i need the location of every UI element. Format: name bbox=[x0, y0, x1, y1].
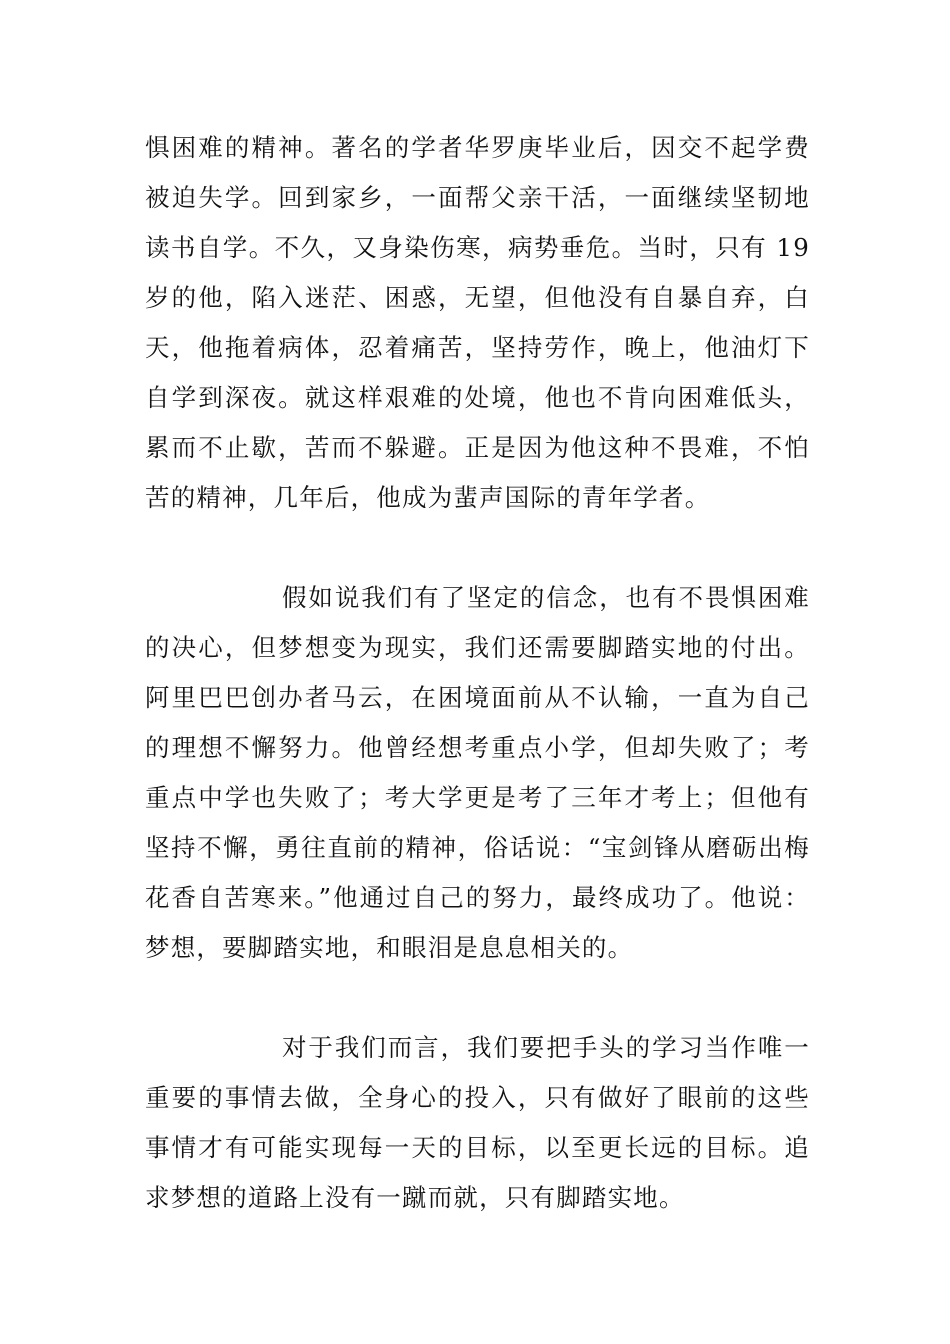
paragraph-hua-luogeng: 惧困难的精神。著名的学者华罗庚毕业后，因交不起学费被迫失学。回到家乡，一面帮父亲干活，一面继续坚韧地读书自学。不久，又身染伤寒，病势垂危。当时，只有 19 岁的他，陷入迷茫、困惑，无望，但他没有自暴自弃，白天，他拖着病体，忍着痛苦，坚持劳作，晚上，他油灯下自学到深夜。就这样艰难的处境，他也不肯向困难低头，累而不止歇，苦而不躲避。正是因为他这种不畏难，不怕苦的精神，几年后，他成为蜚声国际的青年学者。 bbox=[145, 133, 810, 512]
paragraph-ma-yun: 假如说我们有了坚定的信念，也有不畏惧困难的决心，但梦想变为现实，我们还需要脚踏实地的付出。阿里巴巴创办者马云，在困境面前从不认输，一直为自己的理想不懈努力。他曾经想考重点小学，但却失败了；考重点中学也失败了；考大学更是考了三年才考上；但他有坚持不懈，勇往直前的精神，俗话说：“宝剑锋从磨砺出梅花香自苦寒来。”他通过自己的努力，最终成功了。他说：梦想，要脚踏实地，和眼泪是息息相关的。 bbox=[145, 583, 810, 962]
document-body bbox=[145, 123, 810, 1223]
paragraph-conclusion: 对于我们而言，我们要把手头的学习当作唯一重要的事情去做，全身心的投入，只有做好了眼前的这些事情才有可能实现每一天的目标，以至更长远的目标。追求梦想的道路上没有一蹴而就，只有脚踏实地。 bbox=[145, 1033, 810, 1212]
paragraph-gap bbox=[145, 973, 810, 1023]
paragraph-gap bbox=[145, 523, 810, 573]
